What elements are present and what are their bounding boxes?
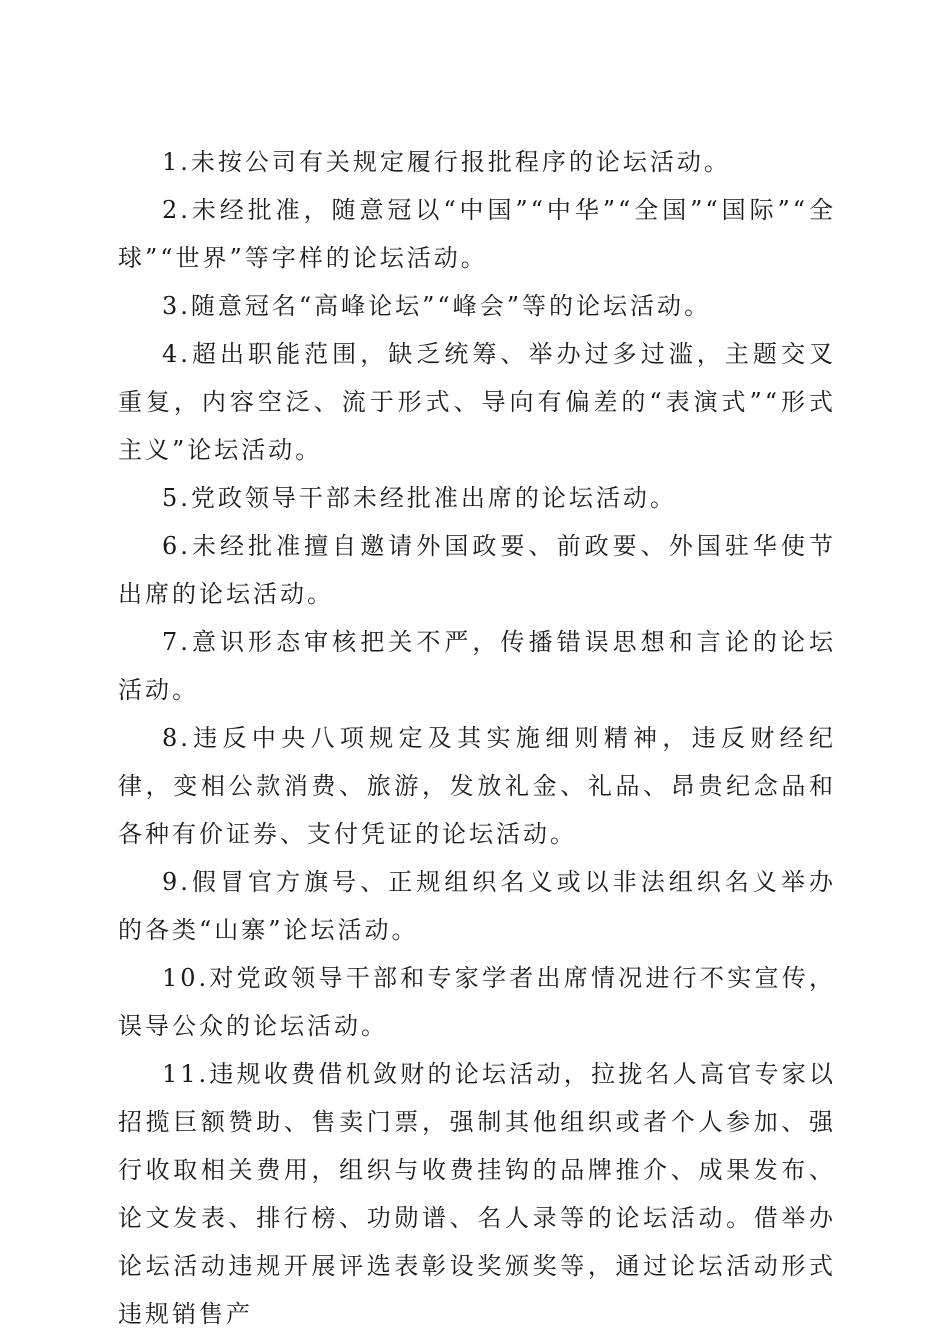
paragraph-item-10: 10.对党政领导干部和专家学者出席情况进行不实宣传，误导公众的论坛活动。: [118, 964, 836, 1040]
document-body: [118, 138, 836, 1338]
paragraph-item-3: 3.随意冠名“高峰论坛”“峰会”等的论坛活动。: [162, 292, 711, 320]
paragraph-item-8: 8.违反中央八项规定及其实施细则精神，违反财经纪律，变相公款消费、旅游，发放礼金、礼品、昂贵纪念品和各种有价证券、支付凭证的论坛活动。: [118, 724, 836, 848]
paragraph-item-5: 5.党政领导干部未经批准出席的论坛活动。: [162, 484, 677, 512]
paragraph-item-11: 11.违规收费借机敛财的论坛活动，拉拢名人高官专家以招揽巨额赞助、售卖门票，强制其他组织或者个人参加、强行收取相关费用，组织与收费挂钩的品牌推介、成果发布、论文发表、排行榜、功勋谱、名人录等的论坛活动。借举办论坛活动违规开展评选表彰设奖颁奖等，通过论坛活动形式违规销售产: [118, 1060, 836, 1328]
paragraph-item-6: 6.未经批准擅自邀请外国政要、前政要、外国驻华使节出席的论坛活动。: [118, 532, 836, 608]
paragraph-item-4: 4.超出职能范围，缺乏统筹、举办过多过滥，主题交叉重复，内容空泛、流于形式、导向有偏差的“表演式”“形式主义”论坛活动。: [118, 340, 836, 464]
paragraph-item-7: 7.意识形态审核把关不严，传播错误思想和言论的论坛活动。: [118, 628, 836, 704]
paragraph-item-9: 9.假冒官方旗号、正规组织名义或以非法组织名义举办的各类“山寨”论坛活动。: [118, 868, 836, 944]
paragraph-item-1: 1.未按公司有关规定履行报批程序的论坛活动。: [162, 148, 731, 176]
paragraph-item-2: 2.未经批准，随意冠以“中国”“中华”“全国”“国际”“全球”“世界”等字样的论坛活动。: [118, 196, 836, 272]
